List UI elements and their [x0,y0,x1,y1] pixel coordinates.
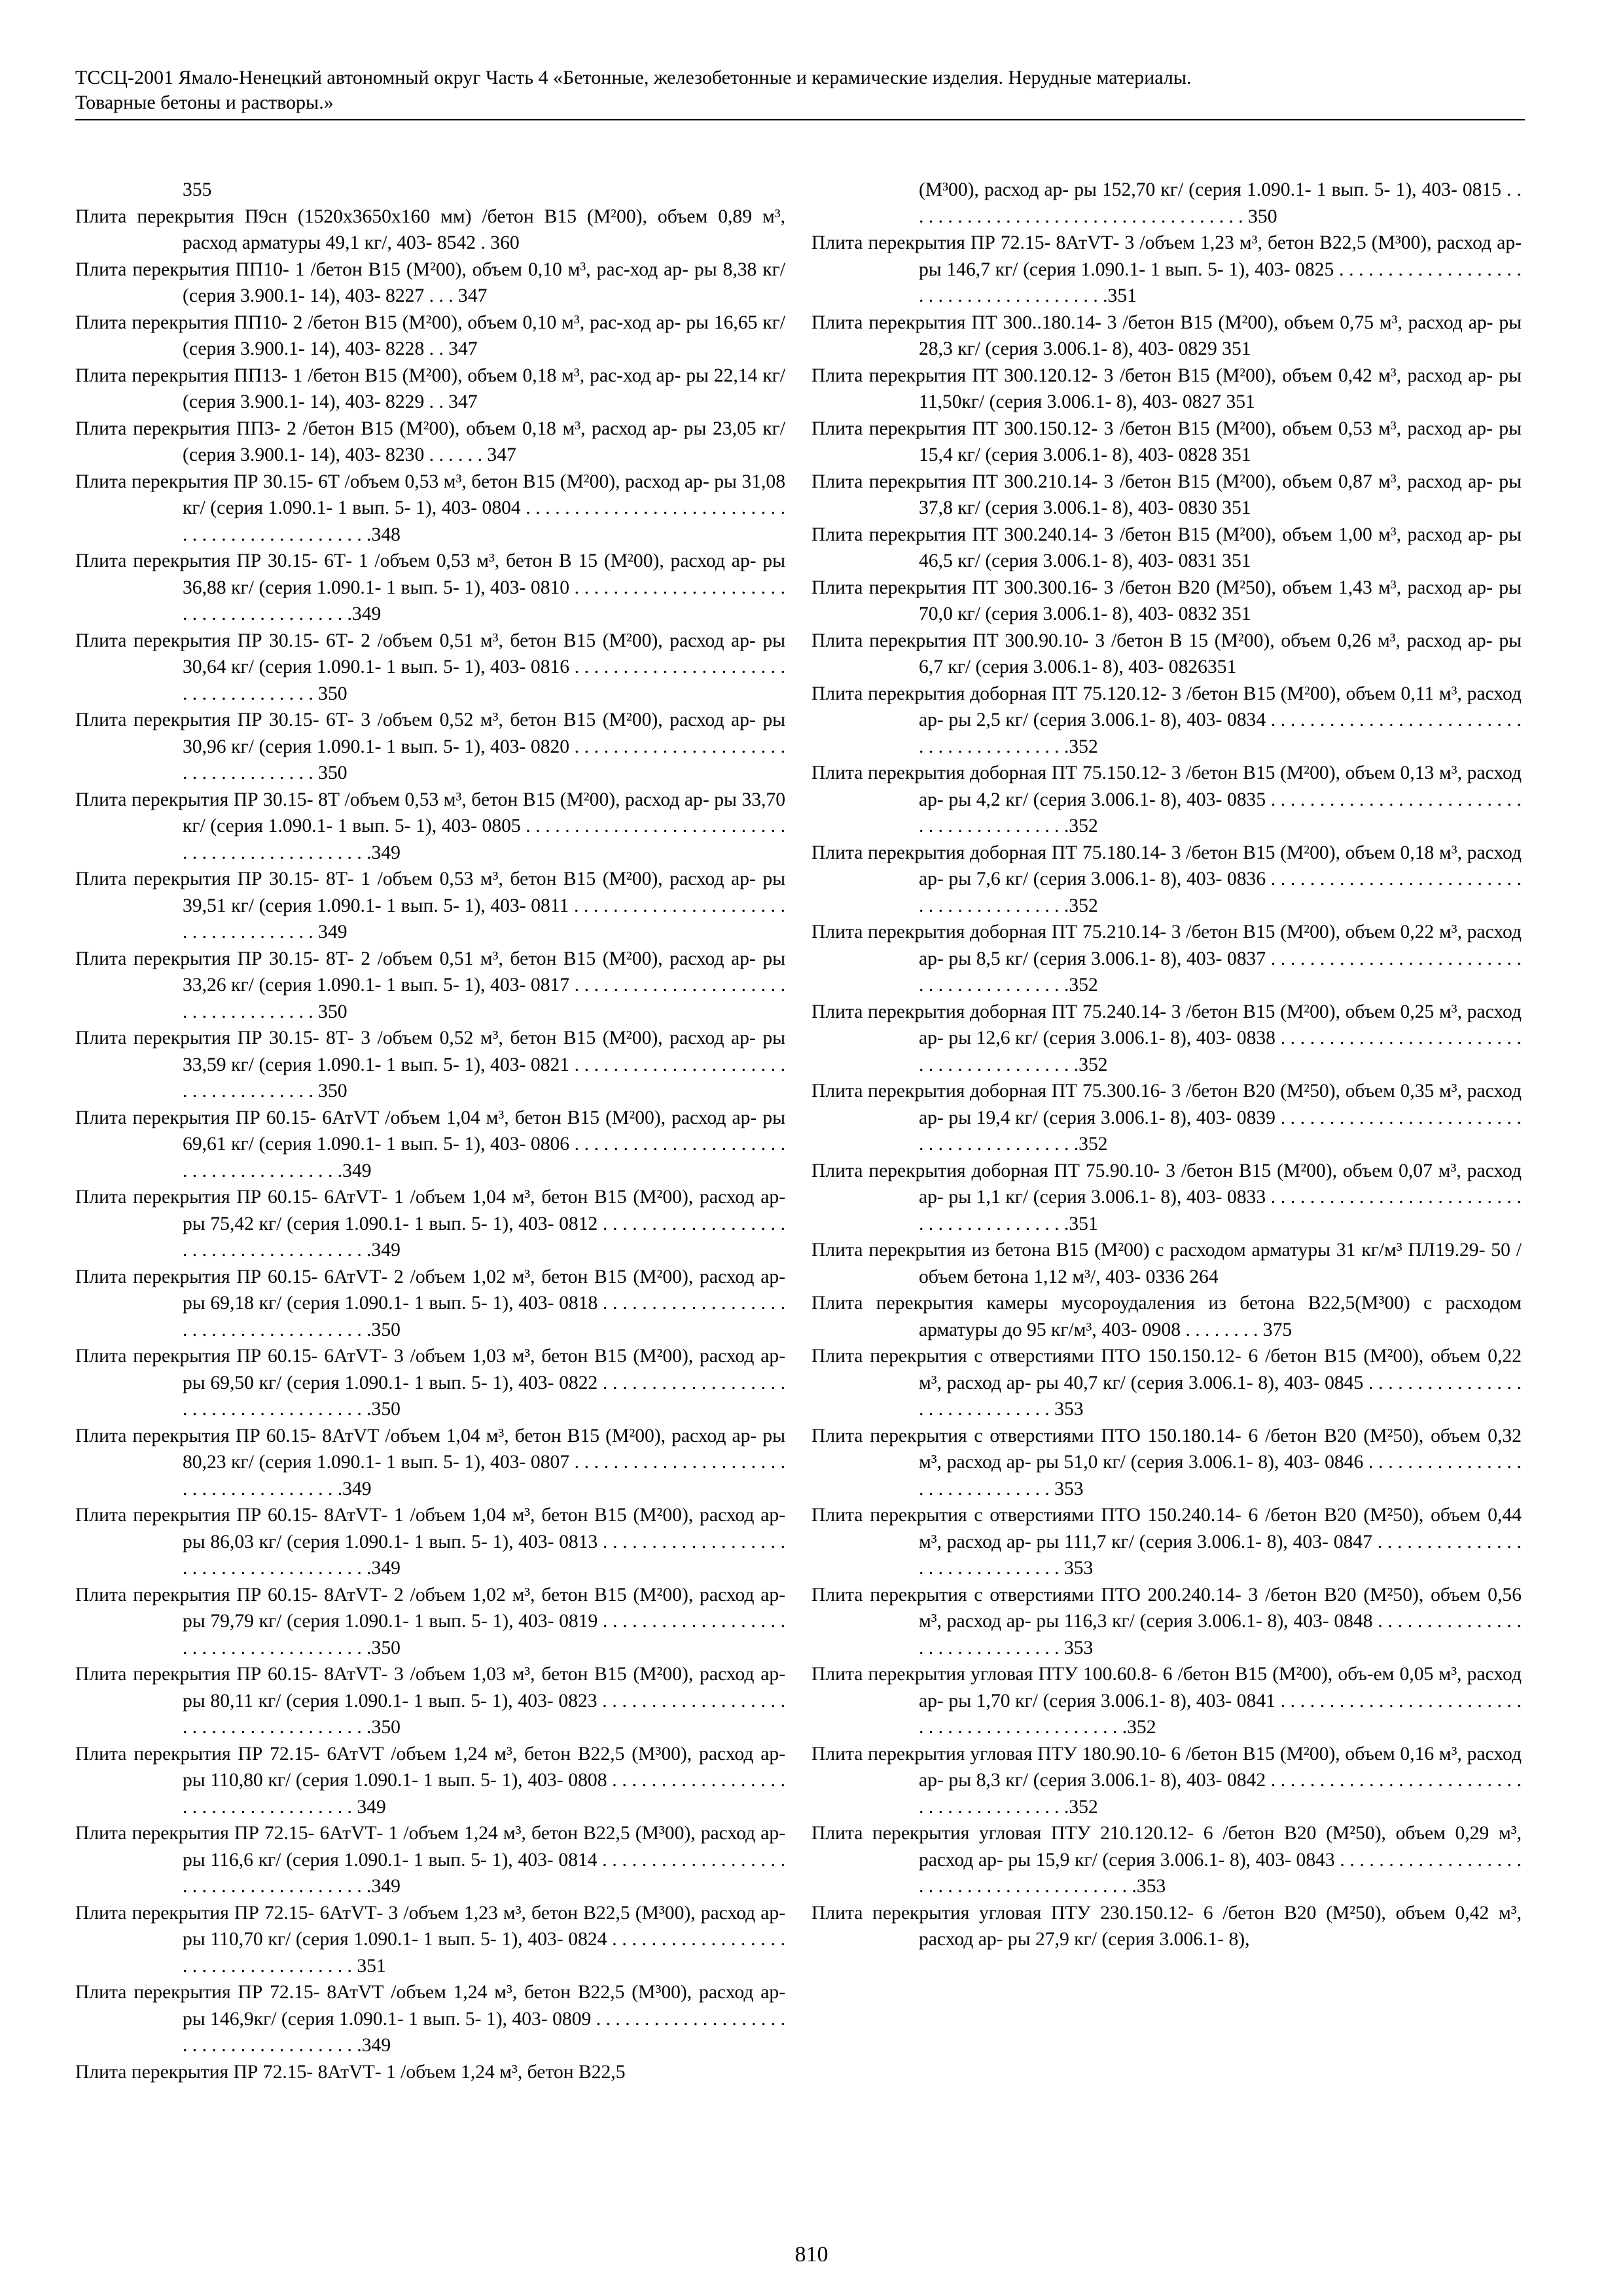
index-entry: Плита перекрытия угловая ПТУ 100.60.8- 6 /бетон В15 (М²00), объ-ем 0,05 м³, расход ар- ры 1,70 кг/ (серия 3.006.1- 8), 403- 0841 . . . . . . . . . . . . . . . . . . . . . . . . . . . . . . . . . . . . . . . . . . . . . . .352 [812,1664,1522,1738]
index-entry: Плита перекрытия с отверстиями ПТО 200.240.14- 3 /бетон В20 (М²50), объем 0,56 м³, расход ар- ры 116,3 кг/ (серия 3.006.1- 8), 403- 0848 . . . . . . . . . . . . . . . . . . . . . . . . . . . . . . 353 [812,1584,1522,1659]
index-entry: Плита перекрытия из бетона В15 (М²00) с расходом арматуры 31 кг/м³ ПЛ19.29- 50 /объем бетона 1,12 м³/, 403- 0336 264 [812,1240,1522,1287]
index-entry: Плита перекрытия ПП13- 1 /бетон В15 (М²00), объем 0,18 м³, рас-ход ар- ры 22,14 кг/ (серия 3.900.1- 14), 403- 8229 . . 347 [75,365,785,412]
index-entry: Плита перекрытия ПР 60.15- 6АтVТ- 1 /объем 1,04 м³, бетон В15 (М²00), расход ар- ры 75,42 кг/ (серия 1.090.1- 1 вып. 5- 1), 403- 0812 . . . . . . . . . . . . . . . . . . . . . . . . . . . . . . . . . . . . . . .349 [75,1187,785,1261]
index-entry: Плита перекрытия ПР 30.15- 8Т /объем 0,53 м³, бетон В15 (М²00), расход ар- ры 33,70 кг/ (серия 1.090.1- 1 вып. 5- 1), 403- 0805 . . . . . . . . . . . . . . . . . . . . . . . . . . . . . . . . . . . . . . . . . . . . . . .349 [75,789,785,863]
index-entry: Плита перекрытия доборная ПТ 75.90.10- 3 /бетон В15 (М²00), объем 0,07 м³, расход ар- ры 1,1 кг/ (серия 3.006.1- 8), 403- 0833 . . . . . . . . . . . . . . . . . . . . . . . . . . . . . . . . . . . . . . . . . .351 [812,1160,1522,1234]
index-entry: Плита перекрытия доборная ПТ 75.120.12- 3 /бетон В15 (М²00), объем 0,11 м³, расход ар- ры 2,5 кг/ (серия 3.006.1- 8), 403- 0834 . . . . . . . . . . . . . . . . . . . . . . . . . . . . . . . . . . . . . . . . . .352 [812,683,1522,757]
index-entry: Плита перекрытия ПР 30.15- 8Т- 3 /объем 0,52 м³, бетон В15 (М²00), расход ар- ры 33,59 кг/ (серия 1.090.1- 1 вып. 5- 1), 403- 0821 . . . . . . . . . . . . . . . . . . . . . . . . . . . . . . . . . . . . 350 [75,1028,785,1102]
left-column [75,177,785,2085]
index-entry: Плита перекрытия П9сн (1520х3650х160 мм) /бетон В15 (М²00), объем 0,89 м³, расход арматуры 49,1 кг/, 403- 8542 . 360 [75,206,785,253]
continuation-line: (М³00), расход ар- ры 152,70 кг/ (серия 1.090.1- 1 вып. 5- 1), 403- 0815 . . . . . . . . . . . . . . . . . . . . . . . . . . . . . . . . . . . . 350 [919,179,1522,227]
index-entry: Плита перекрытия ПР 30.15- 8Т- 1 /объем 0,53 м³, бетон В15 (М²00), расход ар- ры 39,51 кг/ (серия 1.090.1- 1 вып. 5- 1), 403- 0811 . . . . . . . . . . . . . . . . . . . . . . . . . . . . . . . . . . . . 349 [75,869,785,942]
left-entries [75,204,785,2086]
index-entry: Плита перекрытия ПР 72.15- 8АтVТ /объем 1,24 м³, бетон В22,5 (М³00), расход ар- ры 146,9кг/ (серия 1.090.1- 1 вып. 5- 1), 403- 0809 . . . . . . . . . . . . . . . . . . . . . . . . . . . . . . . . . . . . . . .349 [75,1982,785,2056]
index-entry: Плита перекрытия ПТ 300.210.14- 3 /бетон В15 (М²00), объем 0,87 м³, расход ар- ры 37,8 кг/ (серия 3.006.1- 8), 403- 0830 351 [812,471,1522,518]
index-entry: Плита перекрытия ПТ 300.240.14- 3 /бетон В15 (М²00), объем 1,00 м³, расход ар- ры 46,5 кг/ (серия 3.006.1- 8), 403- 0831 351 [812,524,1522,571]
index-entry: Плита перекрытия ПП10- 1 /бетон В15 (М²00), объем 0,10 м³, рас-ход ар- ры 8,38 кг/ (серия 3.900.1- 14), 403- 8227 . . . 347 [75,259,785,306]
index-entry: Плита перекрытия доборная ПТ 75.300.16- 3 /бетон В20 (М²50), объем 0,35 м³, расход ар- ры 19,4 кг/ (серия 3.006.1- 8), 403- 0839 . . . . . . . . . . . . . . . . . . . . . . . . . . . . . . . . . . . . . . . . . .352 [812,1081,1522,1155]
index-entry: Плита перекрытия доборная ПТ 75.180.14- 3 /бетон В15 (М²00), объем 0,18 м³, расход ар- ры 7,6 кг/ (серия 3.006.1- 8), 403- 0836 . . . . . . . . . . . . . . . . . . . . . . . . . . . . . . . . . . . . . . . . . .352 [812,842,1522,916]
index-entry: Плита перекрытия ПР 72.15- 6АтVТ- 3 /объем 1,23 м³, бетон В22,5 (М³00), расход ар- ры 110,70 кг/ (серия 1.090.1- 1 вып. 5- 1), 403- 0824 . . . . . . . . . . . . . . . . . . . . . . . . . . . . . . . . . . . . 351 [75,1902,785,1977]
index-entry: Плита перекрытия ПП10- 2 /бетон В15 (М²00), объем 0,10 м³, рас-ход ар- ры 16,65 кг/ (серия 3.900.1- 14), 403- 8228 . . 347 [75,312,785,359]
index-entry: Плита перекрытия ПТ 300..180.14- 3 /бетон В15 (М²00), объем 0,75 м³, расход ар- ры 28,3 кг/ (серия 3.006.1- 8), 403- 0829 351 [812,312,1522,359]
index-entry: Плита перекрытия ПР 72.15- 8АтVТ- 3 /объем 1,23 м³, бетон В22,5 (М³00), расход ар- ры 146,7 кг/ (серия 1.090.1- 1 вып. 5- 1), 403- 0825 . . . . . . . . . . . . . . . . . . . . . . . . . . . . . . . . . . . . . . .351 [812,232,1522,306]
right-entries [812,230,1522,1953]
header-line-1: ТССЦ-2001 Ямало-Ненецкий автономный округ Часть 4 «Бетонные, железобетонные и керамические изделия. Нерудные материалы. [75,67,1192,88]
index-entry: Плита перекрытия ПТ 300.300.16- 3 /бетон В20 (М²50), объем 1,43 м³, расход ар- ры 70,0 кг/ (серия 3.006.1- 8), 403- 0832 351 [812,577,1522,624]
index-entry: Плита перекрытия ПР 60.15- 6АтVТ- 3 /объем 1,03 м³, бетон В15 (М²00), расход ар- ры 69,50 кг/ (серия 1.090.1- 1 вып. 5- 1), 403- 0822 . . . . . . . . . . . . . . . . . . . . . . . . . . . . . . . . . . . . . . .350 [75,1346,785,1420]
index-entry: Плита перекрытия ПР 60.15- 8АтVТ- 3 /объем 1,03 м³, бетон В15 (М²00), расход ар- ры 80,11 кг/ (серия 1.090.1- 1 вып. 5- 1), 403- 0823 . . . . . . . . . . . . . . . . . . . . . . . . . . . . . . . . . . . . . . .350 [75,1664,785,1738]
index-entry: Плита перекрытия ПТ 300.150.12- 3 /бетон В15 (М²00), объем 0,53 м³, расход ар- ры 15,4 кг/ (серия 3.006.1- 8), 403- 0828 351 [812,418,1522,465]
index-entry: Плита перекрытия ПП3- 2 /бетон В15 (М²00), объем 0,18 м³, расход ар- ры 23,05 кг/ (серия 3.900.1- 14), 403- 8230 . . . . . . 347 [75,418,785,465]
index-entry: Плита перекрытия с отверстиями ПТО 150.240.14- 6 /бетон В20 (М²50), объем 0,44 м³, расход ар- ры 111,7 кг/ (серия 3.006.1- 8), 403- 0847 . . . . . . . . . . . . . . . . . . . . . . . . . . . . . . 353 [812,1505,1522,1579]
index-entry: Плита перекрытия ПТ 300.90.10- 3 /бетон В 15 (М²00), объем 0,26 м³, расход ар- ры 6,7 кг/ (серия 3.006.1- 8), 403- 0826351 [812,630,1522,677]
index-entry: Плита перекрытия доборная ПТ 75.210.14- 3 /бетон В15 (М²00), объем 0,22 м³, расход ар- ры 8,5 кг/ (серия 3.006.1- 8), 403- 0837 . . . . . . . . . . . . . . . . . . . . . . . . . . . . . . . . . . . . . . . . . .352 [812,922,1522,996]
index-entry: Плита перекрытия ПР 60.15- 6АтVТ /объем 1,04 м³, бетон В15 (М²00), расход ар- ры 69,61 кг/ (серия 1.090.1- 1 вып. 5- 1), 403- 0806 . . . . . . . . . . . . . . . . . . . . . . . . . . . . . . . . . . . . . . .349 [75,1107,785,1181]
index-entry: Плита перекрытия с отверстиями ПТО 150.150.12- 6 /бетон В15 (М²00), объем 0,22 м³, расход ар- ры 40,7 кг/ (серия 3.006.1- 8), 403- 0845 . . . . . . . . . . . . . . . . . . . . . . . . . . . . . . 353 [812,1346,1522,1420]
index-entry: Плита перекрытия ПР 72.15- 8АтVТ- 1 /объем 1,24 м³, бетон В22,5 [75,2061,626,2083]
index-entry: Плита перекрытия доборная ПТ 75.150.12- 3 /бетон В15 (М²00), объем 0,13 м³, расход ар- ры 4,2 кг/ (серия 3.006.1- 8), 403- 0835 . . . . . . . . . . . . . . . . . . . . . . . . . . . . . . . . . . . . . . . . . .352 [812,762,1522,836]
index-entry: Плита перекрытия доборная ПТ 75.240.14- 3 /бетон В15 (М²00), объем 0,25 м³, расход ар- ры 12,6 кг/ (серия 3.006.1- 8), 403- 0838 . . . . . . . . . . . . . . . . . . . . . . . . . . . . . . . . . . . . . . . . . .352 [812,1001,1522,1075]
index-entry: Плита перекрытия угловая ПТУ 210.120.12- 6 /бетон В20 (М²50), объем 0,29 м³, расход ар- ры 15,9 кг/ (серия 3.006.1- 8), 403- 0843 . . . . . . . . . . . . . . . . . . . . . . . . . . . . . . . . . . . . . . . . . .353 [812,1823,1522,1897]
index-entry: Плита перекрытия ПР 30.15- 6Т- 2 /объем 0,51 м³, бетон В15 (М²00), расход ар- ры 30,64 кг/ (серия 1.090.1- 1 вып. 5- 1), 403- 0816 . . . . . . . . . . . . . . . . . . . . . . . . . . . . . . . . . . . . 350 [75,630,785,704]
index-entry: Плита перекрытия ПР 72.15- 6АтVТ /объем 1,24 м³, бетон В22,5 (М³00), расход ар- ры 110,80 кг/ (серия 1.090.1- 1 вып. 5- 1), 403- 0808 . . . . . . . . . . . . . . . . . . . . . . . . . . . . . . . . . . . . 349 [75,1743,785,1818]
index-entry: Плита перекрытия ПР 30.15- 8Т- 2 /объем 0,51 м³, бетон В15 (М²00), расход ар- ры 33,26 кг/ (серия 1.090.1- 1 вып. 5- 1), 403- 0817 . . . . . . . . . . . . . . . . . . . . . . . . . . . . . . . . . . . . 350 [75,948,785,1022]
index-entry: Плита перекрытия ПР 60.15- 8АтVТ- 2 /объем 1,02 м³, бетон В15 (М²00), расход ар- ры 79,79 кг/ (серия 1.090.1- 1 вып. 5- 1), 403- 0819 . . . . . . . . . . . . . . . . . . . . . . . . . . . . . . . . . . . . . . .350 [75,1584,785,1659]
continuation-line: 355 [183,179,212,200]
index-entry: Плита перекрытия ПР 30.15- 6Т /объем 0,53 м³, бетон В15 (М²00), расход ар- ры 31,08 кг/ (серия 1.090.1- 1 вып. 5- 1), 403- 0804 . . . . . . . . . . . . . . . . . . . . . . . . . . . . . . . . . . . . . . . . . . . . . . .348 [75,471,785,545]
index-entry: Плита перекрытия угловая ПТУ 180.90.10- 6 /бетон В15 (М²00), объем 0,16 м³, расход ар- ры 8,3 кг/ (серия 3.006.1- 8), 403- 0842 . . . . . . . . . . . . . . . . . . . . . . . . . . . . . . . . . . . . . . . . . .352 [812,1743,1522,1818]
right-column [812,177,1522,1953]
index-entry: Плита перекрытия ПР 60.15- 8АтVТ /объем 1,04 м³, бетон В15 (М²00), расход ар- ры 80,23 кг/ (серия 1.090.1- 1 вып. 5- 1), 403- 0807 . . . . . . . . . . . . . . . . . . . . . . . . . . . . . . . . . . . . . . .349 [75,1425,785,1499]
index-entry: Плита перекрытия ПР 30.15- 6Т- 3 /объем 0,52 м³, бетон В15 (М²00), расход ар- ры 30,96 кг/ (серия 1.090.1- 1 вып. 5- 1), 403- 0820 . . . . . . . . . . . . . . . . . . . . . . . . . . . . . . . . . . . . 350 [75,709,785,783]
document-header [75,65,1525,120]
header-line-2: Товарные бетоны и растворы.» [75,92,334,113]
page-number: 810 [794,2242,829,2267]
index-entry: Плита перекрытия с отверстиями ПТО 150.180.14- 6 /бетон В20 (М²50), объем 0,32 м³, расход ар- ры 51,0 кг/ (серия 3.006.1- 8), 403- 0846 . . . . . . . . . . . . . . . . . . . . . . . . . . . . . . 353 [812,1425,1522,1499]
index-entry: Плита перекрытия ПР 72.15- 6АтVТ- 1 /объем 1,24 м³, бетон В22,5 (М³00), расход ар- ры 116,6 кг/ (серия 1.090.1- 1 вып. 5- 1), 403- 0814 . . . . . . . . . . . . . . . . . . . . . . . . . . . . . . . . . . . . . . .349 [75,1823,785,1897]
index-entry: Плита перекрытия камеры мусороудаления из бетона В22,5(М³00) с расходом арматуры до 95 кг/м³, 403- 0908 . . . . . . . . 375 [812,1293,1522,1340]
index-entry: Плита перекрытия ПР 30.15- 6Т- 1 /объем 0,53 м³, бетон В 15 (М²00), расход ар- ры 36,88 кг/ (серия 1.090.1- 1 вып. 5- 1), 403- 0810 . . . . . . . . . . . . . . . . . . . . . . . . . . . . . . . . . . . . . . . .349 [75,550,785,624]
index-entry: Плита перекрытия ПР 60.15- 6АтVТ- 2 /объем 1,02 м³, бетон В15 (М²00), расход ар- ры 69,18 кг/ (серия 1.090.1- 1 вып. 5- 1), 403- 0818 . . . . . . . . . . . . . . . . . . . . . . . . . . . . . . . . . . . . . . .350 [75,1266,785,1340]
index-entry: Плита перекрытия ПР 60.15- 8АтVТ- 1 /объем 1,04 м³, бетон В15 (М²00), расход ар- ры 86,03 кг/ (серия 1.090.1- 1 вып. 5- 1), 403- 0813 . . . . . . . . . . . . . . . . . . . . . . . . . . . . . . . . . . . . . . .349 [75,1505,785,1579]
index-entry: Плита перекрытия угловая ПТУ 230.150.12- 6 /бетон В20 (М²50), объем 0,42 м³, расход ар- ры 27,9 кг/ (серия 3.006.1- 8), [812,1902,1522,1950]
index-entry: Плита перекрытия ПТ 300.120.12- 3 /бетон В15 (М²00), объем 0,42 м³, расход ар- ры 11,50кг/ (серия 3.006.1- 8), 403- 0827 351 [812,365,1522,412]
